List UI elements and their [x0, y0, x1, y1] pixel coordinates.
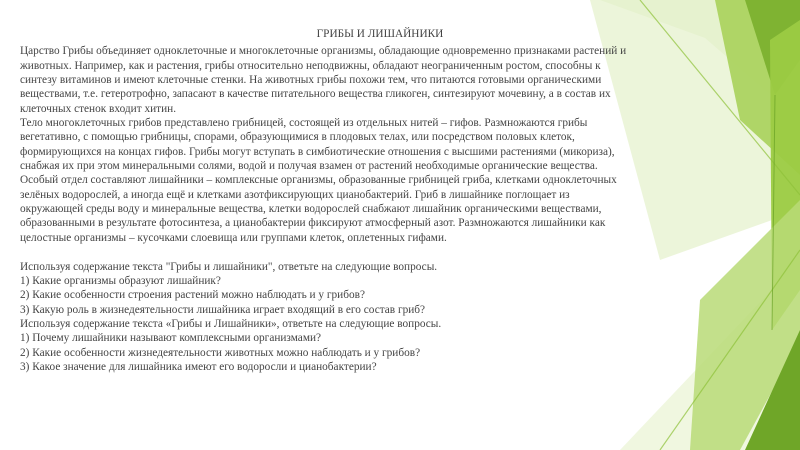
text-line: образованными в результате фотосинтеза, а цианобактерии фиксируют атмосферный азот. Размножаются лишайники как	[20, 217, 606, 230]
text-line: Царство Грибы объединяет одноклеточные и многоклеточные организмы, обладающие одновременно признаками растений и	[20, 45, 627, 58]
question-item: 1) Почему лишайники называют комплексными организмами?	[20, 332, 322, 345]
text-line: вегетативно, с помощью грибницы, спорами, образующимися в плодовых телах, или посредством половых клеток,	[20, 131, 575, 144]
text-line: клеточных стенок входит хитин.	[20, 102, 177, 115]
text-line: снабжая их при этом минеральными солями, водой и получая взамен от растений необходимые органические вещества.	[20, 160, 598, 173]
text-line: синтезу витаминов и имеют клеточные стенки. На животных грибы похожи тем, что питаются готовыми органическими	[20, 74, 602, 87]
slide-title: ГРИБЫ И ЛИШАЙНИКИ	[316, 28, 444, 40]
question-item: 2) Какие особенности жизнедеятельности животных можно наблюдать и у грибов?	[20, 346, 421, 359]
question-item: 3) Какое значение для лишайника имеют его водоросли и цианобактерии?	[20, 360, 377, 373]
slide-text-body	[20, 27, 720, 374]
question-intro: Используя содержание текста «Грибы и Лишайники», ответьте на следующие вопросы.	[20, 317, 442, 330]
text-line: зелёных водорослей, а иногда ещё и клетками азотфиксирующих цианобактерий. Гриб в лишайнике поглощает из	[20, 188, 570, 201]
question-intro: Используя содержание текста "Грибы и лишайники", ответьте на следующие вопросы.	[20, 260, 438, 273]
text-line: животных. Например, как и растения, грибы относительно неподвижны, обладают неограниченным ростом, способны к	[20, 59, 601, 72]
question-item: 3) Какую роль в жизнедеятельности лишайника играет входящий в его состав гриб?	[20, 303, 426, 316]
text-line: формирующихся на концах гифов. Грибы могут вступать в симбиотические отношения с высшими растениями (микориза),	[20, 145, 615, 158]
text-line: окружающей среды воду и минеральные вещества, клетки водорослей снабжают лишайник органическими веществами,	[20, 203, 602, 216]
text-line: Особый отдел составляют лишайники – комплексные организмы, образованные грибницей гриба, клетками одноклеточных	[20, 174, 617, 187]
question-item: 1) Какие организмы образуют лишайник?	[20, 274, 221, 287]
text-line: целостные организмы – кусочками слоевища или группами клеток, оплетенных гифами.	[20, 231, 447, 244]
text-line: веществами, т.е. гетеротрофно, запасают в качестве питательного вещества гликоген, синтезируют мочевину, а в состав их	[20, 88, 611, 101]
question-item: 2) Какие особенности строения растений можно наблюдать и у грибов?	[20, 289, 365, 302]
blank-line	[20, 245, 720, 259]
paragraph-lines	[20, 44, 720, 374]
text-line: Тело многоклеточных грибов представлено грибницей, состоящей из отдельных нитей – гифов. Размножаются грибы	[20, 117, 588, 130]
